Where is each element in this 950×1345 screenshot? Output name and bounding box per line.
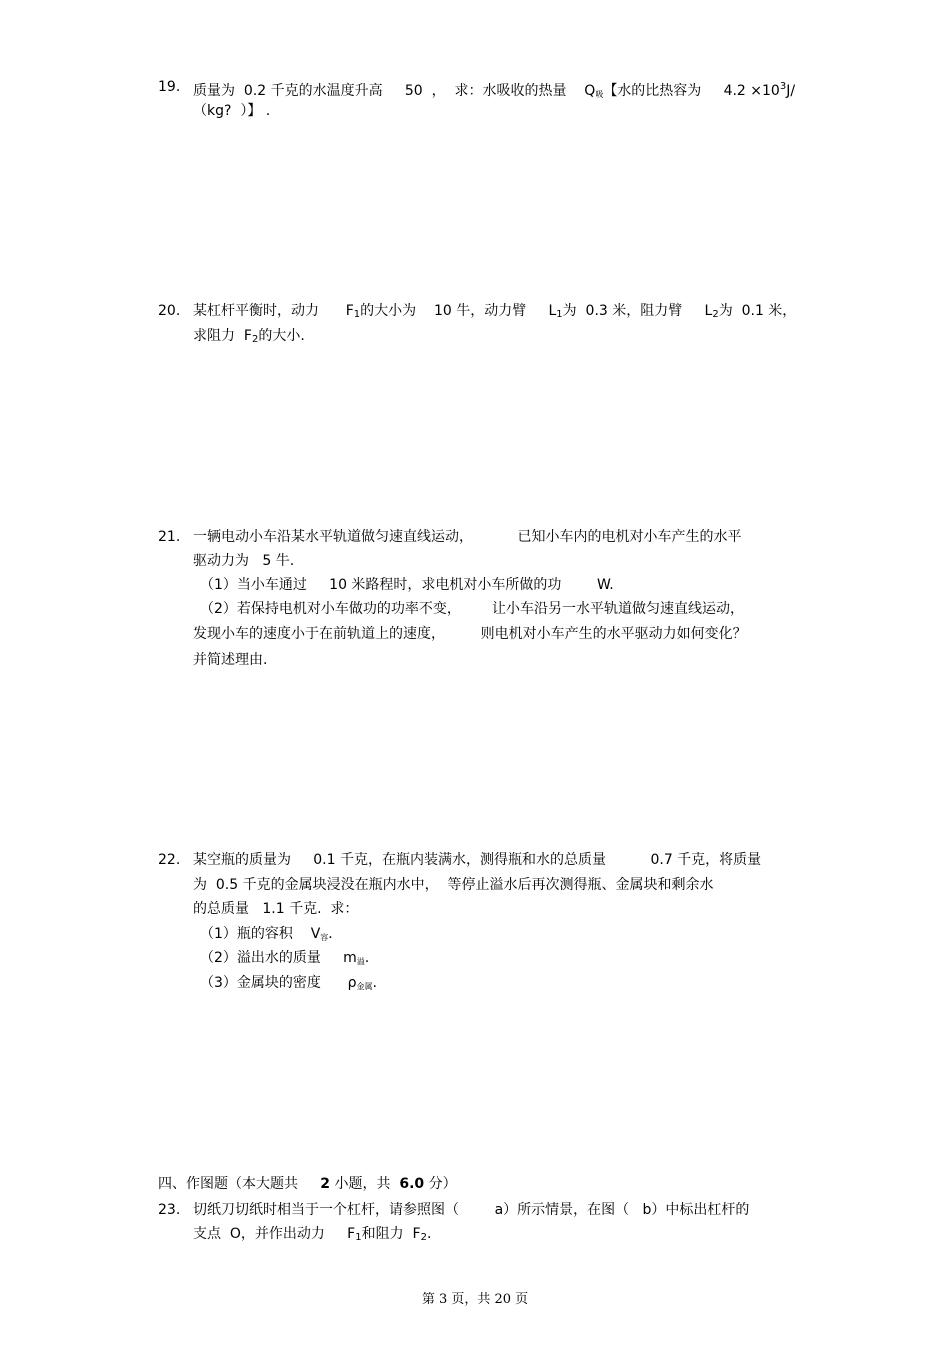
question-19-line-1: 质量为 0.2 千克的水温度升高 50 ， 求：水吸收的热量 Q吸【水的比热容为 $4.2 \times 10^3J/$ [193, 81, 796, 99]
question-23-line-2: 支点 O，并作出动力 $F_1$和阻力 $F_2$. [193, 1226, 432, 1243]
question-22-part-3: （3）金属块的密度 ρ金属. [200, 975, 377, 991]
question-20-line-2: 求阻力 $F_2$的大小. [193, 328, 305, 345]
question-21-part-2: （2）若保持电机对小车做功的功率不变， 让小车沿另一水平轨道做匀速直线运动， [200, 601, 745, 617]
question-21-line-1: 一辆电动小车沿某水平轨道做匀速直线运动， 已知小车内的电机对小车产生的水平 [193, 529, 742, 545]
question-22-part-1: （1）瓶的容积 V容. [200, 926, 333, 942]
question-21-line-5: 发现小车的速度小于在前轨道上的速度， 则电机对小车产生的水平驱动力如何变化？ [193, 626, 747, 642]
question-23-number: 23. [158, 1202, 181, 1218]
question-22-line-3: 的总质量 1.1 千克. 求： [193, 901, 359, 917]
question-20-number: 20. [158, 303, 181, 319]
question-22-line-2: 为 0.5 千克的金属块浸没在瓶内水中， 等停止溢水后再次测得瓶、金属块和剩余水 [193, 877, 714, 893]
question-23-line-1: 切纸刀切纸时相当于一个杠杆，请参照图（ a）所示情景，在图（ b）中标出杠杆的 [193, 1202, 750, 1218]
question-21-number: 21. [158, 529, 181, 545]
question-20-line-1: 某杠杆平衡时，动力 $F_1$的大小为 10 牛，动力臂 $L_1$为 0.3 米，阻力臂 $L_2$为 0.1 米， [193, 303, 797, 320]
question-21-line-6: 并简述理由. [193, 652, 268, 668]
question-21-part-1: （1）当小车通过 10 米路程时，求电机对小车所做的功 W. [200, 577, 614, 593]
question-22-part-2: （2）溢出水的质量 m溢. [200, 950, 370, 966]
question-19-number: 19. [158, 79, 181, 95]
question-21-line-2: 驱动力为 5 牛. [193, 553, 295, 569]
question-22-line-1: 某空瓶的质量为 0.1 千克，在瓶内装满水，测得瓶和水的总质量 0.7 千克，将质量 [193, 852, 762, 868]
section-heading: 四、作图题（本大题共 2 小题，共 6.0 分） [158, 1176, 457, 1192]
question-22-number: 22. [158, 852, 181, 868]
question-19-line-2: （kg? ）】 . [193, 103, 271, 119]
page-footer: 第 3 页，共 20 页 [421, 1292, 529, 1307]
